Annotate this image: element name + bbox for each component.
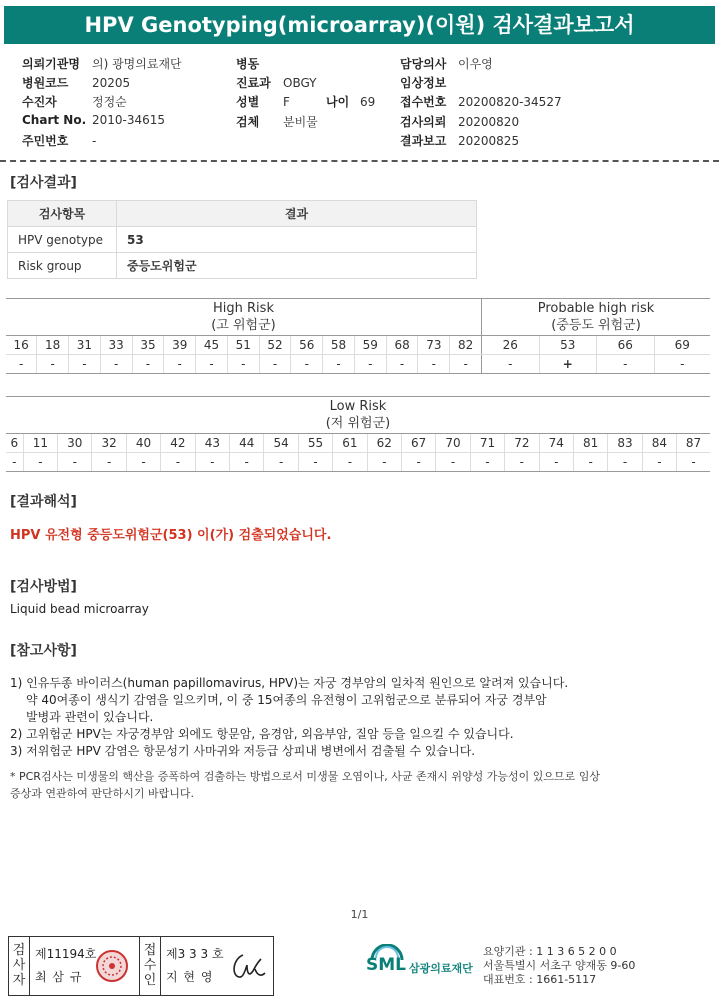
header-result: 결과 bbox=[117, 201, 477, 227]
note-line: 발병과 관련이 있습니다. bbox=[26, 710, 154, 724]
risk-label: High Risk bbox=[213, 301, 274, 316]
note-line: 2) 고위험군 HPV는 자궁경부암 외에도 항문암, 음경암, 외음부암, 질암 등을 일으킬 수 있습니다. bbox=[10, 727, 514, 741]
genotype-result: - bbox=[436, 453, 470, 472]
genotype-result: - bbox=[539, 453, 573, 472]
divider bbox=[0, 160, 719, 162]
info-value: OBGY bbox=[283, 76, 317, 90]
genotype-result: - bbox=[401, 453, 435, 472]
examiner-label: 검사자 bbox=[12, 943, 26, 988]
info-field bbox=[236, 93, 290, 110]
genotype-result: - bbox=[482, 355, 540, 374]
section-notes-title: [참고사항] bbox=[10, 643, 77, 659]
genotype-cell: 83 bbox=[608, 434, 642, 453]
receiver-label: 접수인 bbox=[143, 943, 157, 988]
genotype-cell: 87 bbox=[677, 434, 710, 453]
note-line: 1) 인유두종 바이러스(human papillomavirus, HPV)는 자궁 경부암의 일차적 원인으로 알려져 있습니다. bbox=[10, 676, 569, 690]
header-item: 검사항목 bbox=[8, 201, 117, 227]
genotype-result: - bbox=[333, 453, 367, 472]
info-value: 2010-34615 bbox=[92, 113, 166, 127]
info-label: 담당의사 bbox=[400, 57, 447, 71]
genotype-cell: 32 bbox=[92, 434, 126, 453]
genotype-result: - bbox=[642, 453, 676, 472]
info-label: 병원코드 bbox=[22, 76, 69, 90]
genotype-cell: 61 bbox=[333, 434, 367, 453]
info-field bbox=[22, 74, 130, 91]
genotype-result: - bbox=[323, 355, 355, 374]
genotype-cell: 44 bbox=[230, 434, 264, 453]
risk-sublabel: (고 위험군) bbox=[211, 318, 276, 333]
info-value: 정정순 bbox=[92, 95, 127, 109]
genotype-cell: 55 bbox=[298, 434, 332, 453]
genotype-cell: 73 bbox=[418, 336, 450, 355]
genotype-cell: 53 bbox=[539, 336, 597, 355]
genotype-result: - bbox=[418, 355, 450, 374]
examiner-number: 제11194호 bbox=[35, 947, 97, 961]
genotype-result: - bbox=[608, 453, 642, 472]
info-field bbox=[22, 132, 96, 149]
genotype-result: - bbox=[450, 355, 482, 374]
genotype-cell: 69 bbox=[654, 336, 710, 355]
signature-box bbox=[8, 936, 274, 996]
genotype-cell: 30 bbox=[58, 434, 92, 453]
genotype-result: + bbox=[539, 355, 597, 374]
genotype-result: - bbox=[92, 453, 126, 472]
row-label: Risk group bbox=[8, 253, 117, 279]
row-label: HPV genotype bbox=[8, 227, 117, 253]
pcr-note: * PCR검사는 미생물의 핵산을 증폭하여 검출하는 방법으로서 미생물 오염이나, 사균 존재시 위양성 가능성이 있으므로 임상 bbox=[10, 770, 600, 783]
prob-risk-sublabel: (중등도 위험군) bbox=[551, 318, 641, 333]
pcr-note: 증상과 연관하여 판단하시기 바랍니다. bbox=[10, 787, 195, 800]
genotype-cell: 51 bbox=[227, 336, 259, 355]
genotype-result: - bbox=[196, 355, 228, 374]
info-field bbox=[236, 74, 317, 91]
genotype-cell: 31 bbox=[69, 336, 101, 355]
genotype-result: - bbox=[230, 453, 264, 472]
org-name: 삼광의료재단 bbox=[409, 962, 473, 975]
genotype-cell: 33 bbox=[100, 336, 132, 355]
genotype-cell: 62 bbox=[367, 434, 401, 453]
genotype-cell: 58 bbox=[323, 336, 355, 355]
genotype-cell: 59 bbox=[354, 336, 386, 355]
result-table bbox=[7, 200, 477, 279]
genotype-cell: 42 bbox=[161, 434, 195, 453]
genotype-cell: 66 bbox=[597, 336, 655, 355]
genotype-result: - bbox=[505, 453, 539, 472]
receiver-name: 지 현 영 bbox=[166, 970, 214, 984]
genotype-result: - bbox=[23, 453, 57, 472]
info-field bbox=[236, 55, 283, 72]
method-text: Liquid bead microarray bbox=[10, 602, 149, 616]
genotype-cell: 71 bbox=[470, 434, 504, 453]
genotype-cell: 39 bbox=[164, 336, 196, 355]
genotype-result: - bbox=[195, 453, 229, 472]
genotype-result: - bbox=[6, 453, 23, 472]
genotype-result: - bbox=[100, 355, 132, 374]
genotype-result: - bbox=[291, 355, 323, 374]
genotype-result: - bbox=[354, 355, 386, 374]
info-value: 20200820 bbox=[458, 115, 520, 129]
interpretation-text: HPV 유전형 중등도위험군(53) 이(가) 검출되었습니다. bbox=[10, 528, 332, 543]
genotype-result: - bbox=[264, 453, 298, 472]
genotype-cell: 82 bbox=[450, 336, 482, 355]
genotype-result: - bbox=[69, 355, 101, 374]
info-label: 접수번호 bbox=[400, 95, 447, 109]
genotype-result: - bbox=[37, 355, 69, 374]
genotype-result: - bbox=[386, 355, 418, 374]
genotype-result: - bbox=[259, 355, 291, 374]
report-title: HPV Genotyping(microarray)(이원) 검사결과보고서 bbox=[4, 6, 715, 44]
seal-stamp-icon bbox=[95, 949, 129, 983]
genotype-result: - bbox=[298, 453, 332, 472]
info-label: Chart No. bbox=[22, 113, 87, 127]
genotype-cell: 18 bbox=[37, 336, 69, 355]
genotype-result: - bbox=[58, 453, 92, 472]
info-value: F bbox=[283, 95, 290, 109]
examiner-name: 최 삼 규 bbox=[35, 970, 83, 984]
genotype-cell: 26 bbox=[482, 336, 540, 355]
info-field bbox=[236, 113, 318, 130]
info-label: 주민번호 bbox=[22, 134, 69, 148]
genotype-result: - bbox=[6, 355, 37, 374]
genotype-cell: 40 bbox=[126, 434, 160, 453]
signature-icon bbox=[227, 951, 267, 983]
note-line: 3) 저위험군 HPV 감염은 항문성기 사마귀와 저등급 상피내 병변에서 검출될 수 있습니다. bbox=[10, 744, 476, 758]
info-field bbox=[400, 74, 458, 91]
section-method-title: [검사방법] bbox=[10, 579, 77, 595]
genotype-cell: 43 bbox=[195, 434, 229, 453]
genotype-value: 53 bbox=[117, 227, 477, 253]
logo-text: SML bbox=[366, 955, 406, 975]
genotype-result: - bbox=[161, 453, 195, 472]
info-field bbox=[326, 93, 375, 110]
genotype-result: - bbox=[126, 453, 160, 472]
genotype-cell: 35 bbox=[132, 336, 164, 355]
risk-label: Low Risk bbox=[329, 399, 387, 414]
address-line: 요양기관 : 1 1 3 6 5 2 0 0 bbox=[483, 945, 617, 958]
genotype-cell: 84 bbox=[642, 434, 676, 453]
genotype-result: - bbox=[597, 355, 655, 374]
receiver-number: 제3 3 3 호 bbox=[166, 947, 224, 961]
genotype-result: - bbox=[470, 453, 504, 472]
genotype-result: - bbox=[677, 453, 710, 472]
info-value: 20200820-34527 bbox=[458, 95, 562, 109]
genotype-cell: 6 bbox=[6, 434, 23, 453]
genotype-result: - bbox=[164, 355, 196, 374]
low-risk-table bbox=[6, 396, 710, 472]
address-line: 대표번호 : 1661-5117 bbox=[483, 973, 597, 986]
section-interp-title: [결과해석] bbox=[10, 494, 77, 510]
info-field bbox=[400, 55, 493, 72]
info-field bbox=[400, 132, 519, 149]
genotype-result: - bbox=[132, 355, 164, 374]
info-value: 20205 bbox=[92, 76, 131, 90]
genotype-cell: 68 bbox=[386, 336, 418, 355]
address-block bbox=[483, 945, 635, 987]
genotype-cell: 52 bbox=[259, 336, 291, 355]
risk-group-value: 중등도위험군 bbox=[117, 253, 477, 279]
info-field bbox=[400, 93, 562, 110]
info-value: - bbox=[92, 134, 97, 148]
notes bbox=[10, 675, 600, 802]
genotype-cell: 67 bbox=[401, 434, 435, 453]
address-line: 서울특별시 서초구 양재동 9-60 bbox=[483, 959, 636, 972]
info-label: 병동 bbox=[236, 57, 260, 71]
genotype-result: - bbox=[573, 453, 607, 472]
genotype-result: - bbox=[227, 355, 259, 374]
high-risk-table bbox=[6, 298, 710, 374]
genotype-cell: 16 bbox=[6, 336, 37, 355]
genotype-cell: 56 bbox=[291, 336, 323, 355]
genotype-result: - bbox=[654, 355, 710, 374]
info-value: 의) 광명의료재단 bbox=[92, 57, 182, 71]
note-line: 약 40여종이 생식기 감염을 일으키며, 이 중 15여종의 유전형이 고위험군으로 분류되어 자궁 경부암 bbox=[26, 693, 547, 707]
info-field bbox=[400, 113, 519, 130]
info-label: 수진자 bbox=[22, 95, 57, 109]
genotype-cell: 70 bbox=[436, 434, 470, 453]
info-field bbox=[22, 55, 182, 72]
info-label: 성별 bbox=[236, 95, 260, 109]
info-label: 의뢰기관명 bbox=[22, 57, 80, 71]
info-label: 진료과 bbox=[236, 76, 271, 90]
info-value: 분비물 bbox=[283, 115, 318, 129]
info-label: 임상정보 bbox=[400, 76, 447, 90]
info-label: 검체 bbox=[236, 115, 260, 129]
genotype-cell: 54 bbox=[264, 434, 298, 453]
info-label: 검사의뢰 bbox=[400, 115, 447, 129]
risk-sublabel: (저 위험군) bbox=[325, 416, 391, 431]
info-value: 69 bbox=[360, 95, 376, 109]
info-field bbox=[22, 113, 165, 127]
genotype-cell: 45 bbox=[196, 336, 228, 355]
genotype-cell: 81 bbox=[573, 434, 607, 453]
info-field bbox=[22, 93, 127, 110]
genotype-cell: 11 bbox=[23, 434, 57, 453]
info-value: 20200825 bbox=[458, 134, 520, 148]
prob-risk-label: Probable high risk bbox=[537, 301, 655, 316]
info-value: 이우영 bbox=[458, 57, 493, 71]
page-number: 1/1 bbox=[350, 908, 369, 921]
genotype-cell: 72 bbox=[505, 434, 539, 453]
section-result-title: [검사결과] bbox=[10, 175, 77, 191]
info-label: 결과보고 bbox=[400, 134, 447, 148]
info-label: 나이 bbox=[326, 95, 350, 109]
genotype-result: - bbox=[367, 453, 401, 472]
genotype-cell: 74 bbox=[539, 434, 573, 453]
